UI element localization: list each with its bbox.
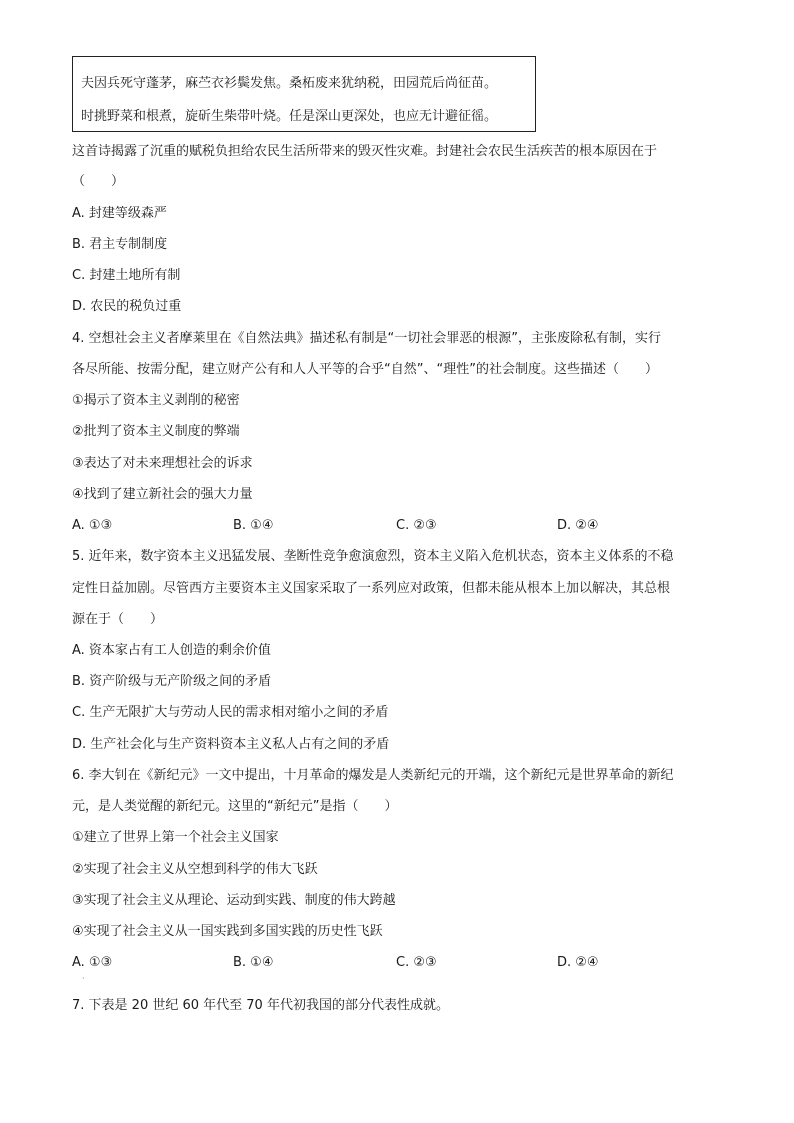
q3-option-d: D. 农民的税负过重 — [72, 299, 182, 314]
q6-statement-2: ②实现了社会主义从空想到科学的伟大飞跃 — [72, 862, 318, 877]
q3-option-a: A. 封建等级森严 — [72, 206, 167, 221]
stray-mark: · — [82, 974, 85, 983]
q5-stem-line-3: 源在于（ ） — [72, 612, 164, 627]
q4-option-d: D. ②④ — [557, 518, 599, 533]
q4-option-a: A. ①③ — [72, 518, 113, 533]
poem-line-2: 时挑野菜和根煮，旋斫生柴带叶烧。任是深山更深处，也应无计避征徭。 — [81, 109, 498, 124]
q6-statement-3: ③实现了社会主义从理论、运动到实践、制度的伟大跨越 — [72, 893, 396, 908]
q5-option-b: B. 资产阶级与无产阶级之间的矛盾 — [72, 674, 272, 689]
q4-statement-2: ②批判了资本主义制度的弊端 — [72, 424, 240, 439]
q3-stem-line-1: 这首诗揭露了沉重的赋税负担给农民生活所带来的毁灭性灾难。封建社会农民生活疾苦的根本原因在于 — [72, 144, 658, 159]
q4-stem-line-1: 4. 空想社会主义者摩莱里在《自然法典》描述私有制是“一切社会罪恶的根源”，主张废除私有制，实行 — [72, 331, 662, 346]
q3-option-c: C. 封建土地所有制 — [72, 268, 181, 283]
q6-option-c: C. ②③ — [396, 955, 437, 970]
q6-stem-line-1: 6. 李大钊在《新纪元》一文中提出，十月革命的爆发是人类新纪元的开端，这个新纪元是世界革命的新纪 — [72, 768, 674, 783]
poem-line-1: 夫因兵死守蓬茅，麻苎衣衫鬓发焦。桑柘废来犹纳税，田园荒后尚征苗。 — [81, 76, 498, 91]
q3-option-b: B. 君主专制制度 — [72, 237, 168, 252]
q6-stem-line-2: 元，是人类觉醒的新纪元。这里的“新纪元”是指（ ） — [72, 799, 398, 814]
q5-stem-line-1: 5. 近年来，数字资本主义迅猛发展、垄断性竞争愈演愈烈，资本主义陷入危机状态，资本主义体系的不稳 — [72, 549, 674, 564]
q5-option-d: D. 生产社会化与生产资料资本主义私人占有之间的矛盾 — [72, 737, 390, 752]
q4-statement-1: ①揭示了资本主义剥削的秘密 — [72, 393, 240, 408]
q5-option-a: A. 资本家占有工人创造的剩余价值 — [72, 643, 271, 658]
q4-statement-4: ④找到了建立新社会的强大力量 — [72, 487, 253, 502]
q4-stem-line-2: 各尽所能、按需分配，建立财产公有和人人平等的合乎“自然”、“理性”的社会制度。这些描述（ ） — [72, 362, 658, 377]
q7-stem-line-1: 7. 下表是 20 世纪 60 年代至 70 年代初我国的部分代表性成就。 — [72, 998, 449, 1013]
q6-statement-4: ④实现了社会主义从一国实践到多国实践的历史性飞跃 — [72, 924, 383, 939]
q6-option-d: D. ②④ — [557, 955, 599, 970]
q3-stem-line-2: （ ） — [72, 174, 125, 189]
q4-option-c: C. ②③ — [396, 518, 437, 533]
q4-option-b: B. ①④ — [233, 518, 274, 533]
q5-option-c: C. 生产无限扩大与劳动人民的需求相对缩小之间的矛盾 — [72, 705, 389, 720]
poem-box — [72, 56, 536, 132]
q4-statement-3: ③表达了对未来理想社会的诉求 — [72, 456, 253, 471]
q5-stem-line-2: 定性日益加剧。尽管西方主要资本主义国家采取了一系列应对政策，但都未能从根本上加以解决，其总根 — [72, 581, 671, 596]
q6-option-b: B. ①④ — [233, 955, 274, 970]
q6-option-a: A. ①③ — [72, 955, 113, 970]
q6-statement-1: ①建立了世界上第一个社会主义国家 — [72, 830, 279, 845]
